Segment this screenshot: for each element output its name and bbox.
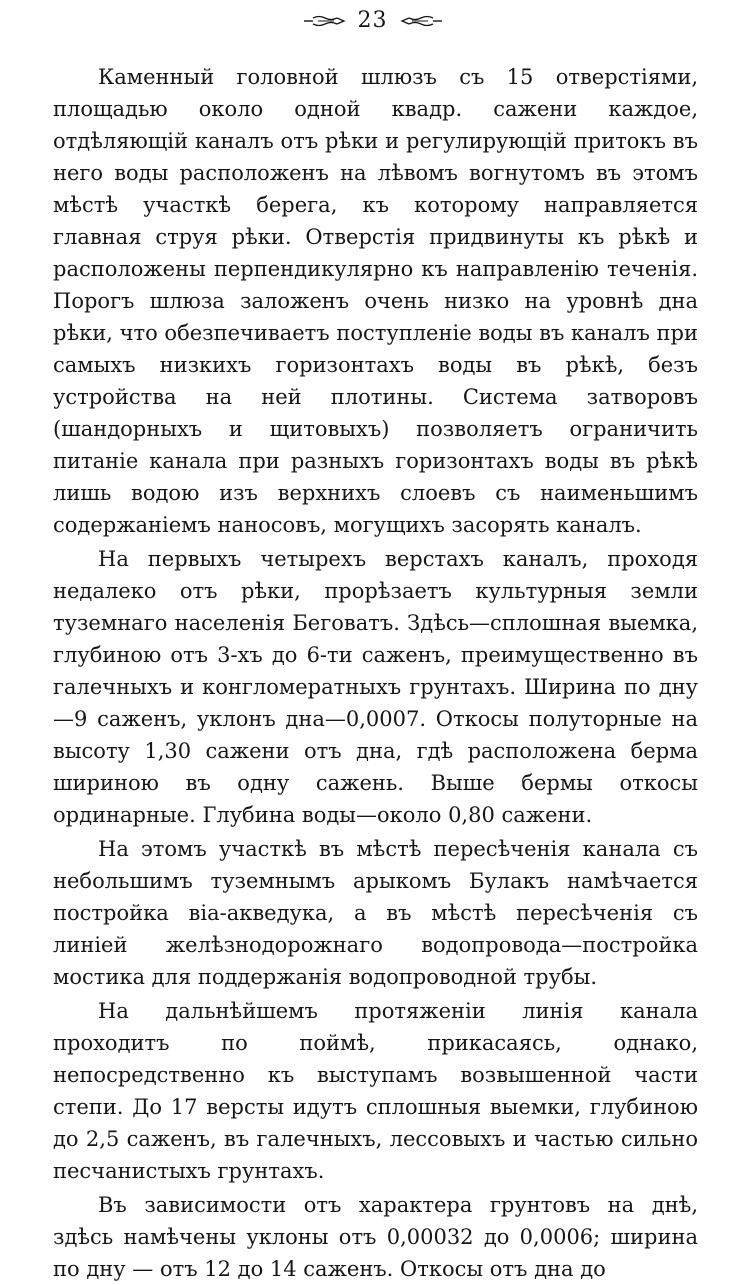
right-ornament-icon [400, 14, 442, 28]
paragraph-first-versts: На первыхъ четырехъ верстахъ каналъ, проходя недалеко отъ рѣки, прорѣзаетъ культурныя земли туземнаго населенія Беговатъ. Здѣсь—сплошная выемка, глубиною отъ 3-хъ до 6-ти саженъ, преимущественно въ галечныхъ и конгломератныхъ грунтахъ. Ширина по дну—9 саженъ, уклонъ дна—0,0007. Откосы полуторные на высоту 1,30 сажени отъ дна, гдѣ расположена берма шириною въ одну сажень. Выше бермы откосы ординарные. Глубина воды—около 0,80 сажени. [53, 547, 698, 827]
paragraph-head-sluice: Каменный головной шлюзъ съ 15 отверстіями, площадью около одной квадр. сажени каждое, отдѣляющій каналъ отъ рѣки и регулирующій притокъ въ него воды расположенъ на лѣвомъ вогнутомъ въ этомъ мѣстѣ участкѣ берега, къ которому направляется главная струя рѣки. Отверстія придвинуты къ рѣкѣ и расположены перпендикулярно къ направленію теченія. Порогъ шлюза заложенъ очень низко на уровнѣ дна рѣки, что обезпечиваетъ поступленіе воды въ каналъ при самыхъ низкихъ горизонтахъ воды въ рѣкѣ, безъ устройства на ней плотины. Система затворовъ (шандорныхъ и щитовыхъ) позволяетъ ограничить питаніе канала при разныхъ горизонтахъ воды въ рѣкѣ лишь водою изъ верхнихъ слоевъ съ наименьшимъ содержаніемъ наносовъ, могущихъ засорять каналъ. [53, 65, 698, 537]
paragraph-further-route: На дальнѣйшемъ протяженіи линія канала проходитъ по поймѣ, прикасаясь, однако, непосредственно къ выступамъ возвышенной части степи. До 17 версты идутъ сплошныя выемки, глубиною до 2,5 саженъ, въ галечныхъ, лессовыхъ и частью сильно песчанистыхъ грунтахъ. [53, 999, 698, 1183]
left-ornament-icon [304, 14, 346, 28]
page-number: 23 [357, 8, 388, 33]
page-header [0, 6, 745, 36]
page-body [53, 61, 698, 1285]
paragraph-gradients: Въ зависимости отъ характера грунтовъ на днѣ, здѣсь намѣчены уклоны отъ 0,00032 до 0,0006; ширина по дну — отъ 12 до 14 саженъ. Откосы отъ дна до [53, 1193, 698, 1281]
paragraph-aqueduct: На этомъ участкѣ въ мѣстѣ пересѣченія канала съ небольшимъ туземнымъ арыкомъ Булакъ намѣчается постройка віа-акведука, а въ мѣстѣ пересѣченія съ линіей желѣзнодорожнаго водопровода—постройка мостика для поддержанія водопроводной трубы. [53, 837, 698, 989]
